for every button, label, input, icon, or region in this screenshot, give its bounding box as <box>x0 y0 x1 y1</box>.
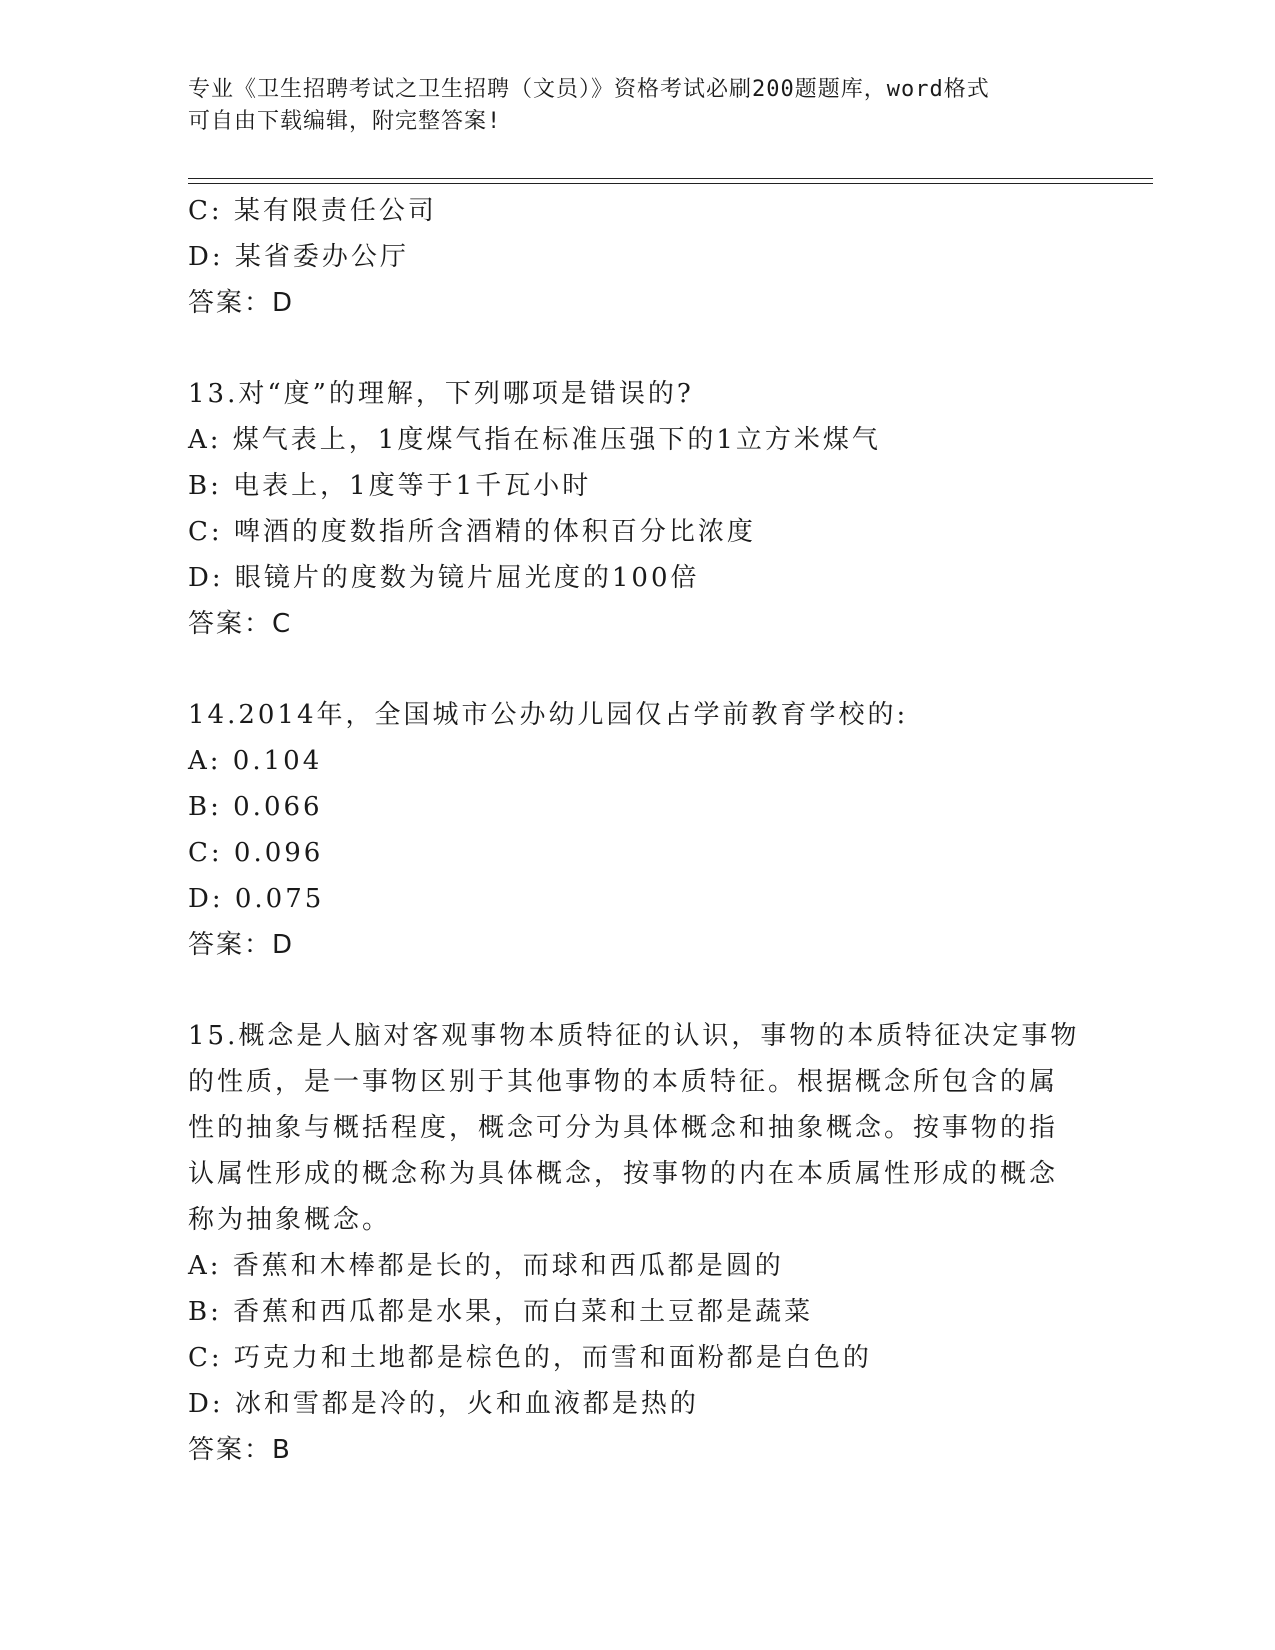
header-line-2: 可自由下载编辑，附完整答案! <box>188 109 502 134</box>
question-text-line: 的性质，是一事物区别于其他事物的本质特征。根据概念所包含的属 <box>188 1067 1059 1097</box>
option-d: D: 冰和雪都是冷的，火和血液都是热的 <box>188 1389 699 1419</box>
answer-line: 答案：D <box>188 930 295 960</box>
question-text: 14.2014年，全国城市公办幼儿园仅占学前教育学校的: <box>188 700 909 730</box>
option-a: A: 香蕉和木棒都是长的，而球和西瓜都是圆的 <box>188 1251 784 1281</box>
option-c: C: 某有限责任公司 <box>188 196 437 226</box>
option-a: A: 0.104 <box>188 746 323 776</box>
option-b: B: 香蕉和西瓜都是水果，而白菜和土豆都是蔬菜 <box>188 1297 814 1327</box>
option-b: B: 0.066 <box>188 792 323 822</box>
option-b: B: 电表上，1度等于1千瓦小时 <box>188 471 592 501</box>
answer-line: 答案：B <box>188 1435 292 1465</box>
header-divider-top <box>188 178 1153 179</box>
answer-line: 答案：C <box>188 609 293 639</box>
question-text-line: 称为抽象概念。 <box>188 1205 392 1235</box>
option-c: C: 啤酒的度数指所含酒精的体积百分比浓度 <box>188 517 756 547</box>
question-text-line: 15.概念是人脑对客观事物本质特征的认识，事物的本质特征决定事物 <box>188 1021 1080 1051</box>
answer-line: 答案：D <box>188 288 295 318</box>
option-d: D: 眼镜片的度数为镜片屈光度的100倍 <box>188 563 700 593</box>
option-d: D: 某省委办公厅 <box>188 242 409 272</box>
spacer <box>188 647 1088 692</box>
question-text: 13.对“度”的理解，下列哪项是错误的? <box>188 379 694 409</box>
prev-question-block <box>188 188 1088 326</box>
document-header <box>188 74 1088 138</box>
spacer <box>188 968 1088 1013</box>
question-14-block <box>188 692 1088 968</box>
question-text-line: 性的抽象与概括程度，概念可分为具体概念和抽象概念。按事物的指 <box>188 1113 1059 1143</box>
question-15-block <box>188 1013 1088 1473</box>
option-a: A: 煤气表上，1度煤气指在标准压强下的1立方米煤气 <box>188 425 881 455</box>
question-text-line: 认属性形成的概念称为具体概念，按事物的内在本质属性形成的概念 <box>188 1159 1059 1189</box>
header-line-1: 专业《卫生招聘考试之卫生招聘（文员）》资格考试必刷200题题库，word格式 <box>188 77 990 102</box>
option-d: D: 0.075 <box>188 884 325 914</box>
spacer <box>188 326 1088 371</box>
header-divider-bottom <box>188 183 1153 184</box>
question-content <box>188 188 1088 1473</box>
question-13-block <box>188 371 1088 647</box>
option-c: C: 巧克力和土地都是棕色的，而雪和面粉都是白色的 <box>188 1343 872 1373</box>
option-c: C: 0.096 <box>188 838 324 868</box>
